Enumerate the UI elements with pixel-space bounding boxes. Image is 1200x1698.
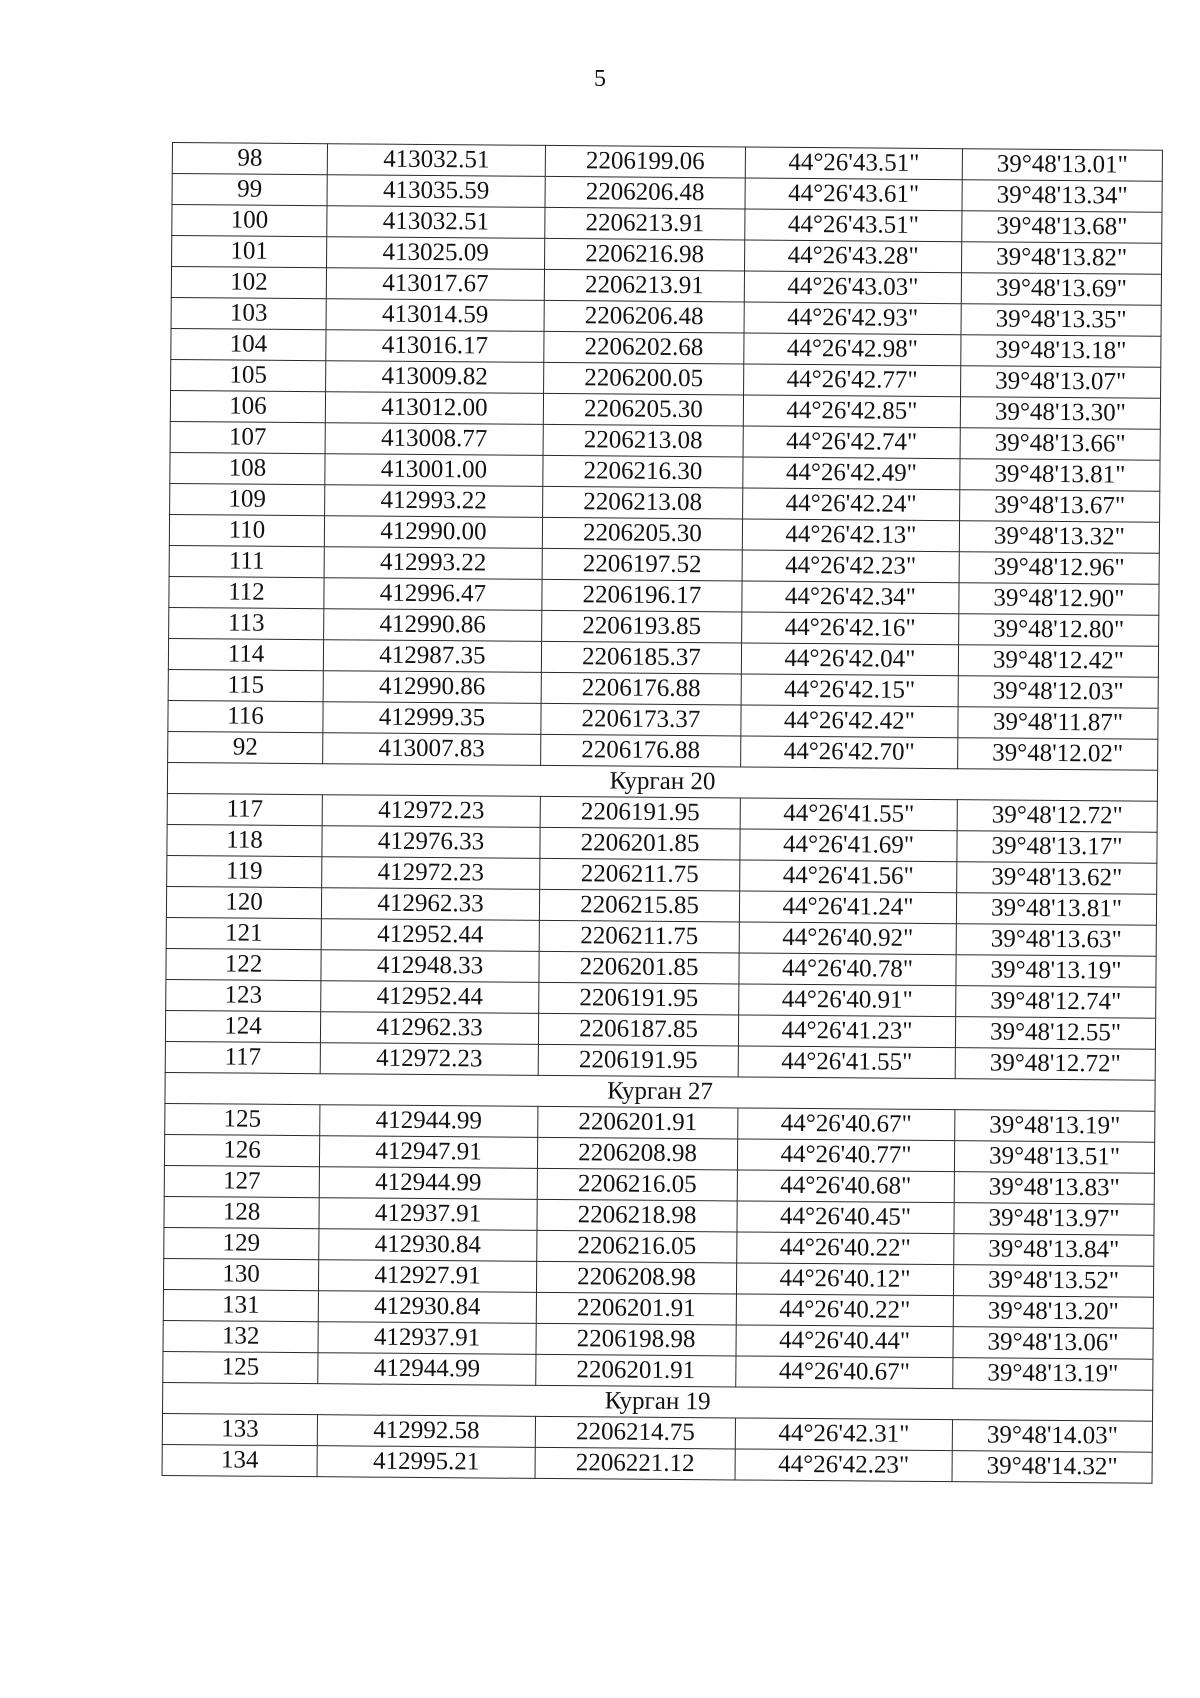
- x-coordinate-cell: 413014.59: [326, 299, 544, 332]
- point-number-cell: 101: [172, 236, 327, 268]
- longitude-cell: 39°48'13.81": [956, 893, 1156, 926]
- latitude-cell: 44°26'42.04": [741, 643, 958, 676]
- x-coordinate-cell: 412993.22: [324, 547, 542, 580]
- x-coordinate-cell: 412962.33: [321, 888, 539, 921]
- latitude-cell: 44°26'42.13": [742, 519, 959, 552]
- point-number-cell: 132: [163, 1320, 318, 1352]
- y-coordinate-cell: 2206211.75: [540, 858, 740, 891]
- x-coordinate-cell: 412927.91: [318, 1260, 536, 1293]
- latitude-cell: 44°26'41.55": [740, 798, 957, 831]
- point-number-cell: 133: [162, 1413, 317, 1445]
- longitude-cell: 39°48'13.81": [960, 459, 1160, 492]
- point-number-cell: 129: [164, 1227, 319, 1259]
- longitude-cell: 39°48'13.32": [959, 521, 1159, 554]
- x-coordinate-cell: 412944.99: [319, 1167, 537, 1200]
- y-coordinate-cell: 2206214.75: [535, 1416, 735, 1449]
- latitude-cell: 44°26'42.34": [742, 581, 959, 614]
- section-heading: Курган 27: [165, 1072, 1155, 1111]
- longitude-cell: 39°48'13.62": [957, 862, 1157, 895]
- point-number-cell: 130: [163, 1258, 318, 1290]
- latitude-cell: 44°26'42.98": [744, 333, 961, 366]
- x-coordinate-cell: 412948.33: [321, 950, 539, 983]
- latitude-cell: 44°26'41.24": [739, 891, 956, 924]
- latitude-cell: 44°26'40.22": [737, 1232, 954, 1265]
- longitude-cell: 39°48'13.06": [953, 1327, 1153, 1360]
- point-number-cell: 111: [169, 545, 324, 577]
- longitude-cell: 39°48'13.34": [962, 180, 1162, 213]
- point-number-cell: 124: [165, 1010, 320, 1042]
- x-coordinate-cell: 412993.22: [325, 485, 543, 518]
- y-coordinate-cell: 2206191.95: [540, 796, 740, 829]
- longitude-cell: 39°48'12.72": [957, 800, 1157, 833]
- y-coordinate-cell: 2206187.85: [538, 1013, 738, 1046]
- longitude-cell: 39°48'11.87": [958, 707, 1158, 740]
- latitude-cell: 44°26'41.69": [740, 829, 957, 862]
- x-coordinate-cell: 412987.35: [323, 640, 541, 673]
- point-number-cell: 104: [171, 328, 326, 360]
- y-coordinate-cell: 2206173.37: [541, 703, 741, 736]
- longitude-cell: 39°48'12.42": [958, 645, 1158, 678]
- point-number-cell: 108: [170, 452, 325, 484]
- y-coordinate-cell: 2206216.98: [545, 238, 745, 271]
- point-number-cell: 113: [169, 607, 324, 639]
- longitude-cell: 39°48'13.20": [953, 1296, 1153, 1329]
- y-coordinate-cell: 2206216.30: [543, 455, 743, 488]
- x-coordinate-cell: 412990.86: [324, 609, 542, 642]
- y-coordinate-cell: 2206216.05: [537, 1230, 737, 1263]
- longitude-cell: 39°48'13.52": [953, 1265, 1153, 1298]
- longitude-cell: 39°48'13.01": [962, 149, 1162, 182]
- point-number-cell: 123: [166, 979, 321, 1011]
- longitude-cell: 39°48'12.03": [958, 676, 1158, 709]
- latitude-cell: 44°26'42.31": [735, 1418, 952, 1451]
- y-coordinate-cell: 2206208.98: [536, 1261, 736, 1294]
- y-coordinate-cell: 2206208.98: [537, 1137, 737, 1170]
- y-coordinate-cell: 2206211.75: [539, 920, 739, 953]
- y-coordinate-cell: 2206216.05: [537, 1168, 737, 1201]
- latitude-cell: 44°26'41.56": [740, 860, 957, 893]
- longitude-cell: 39°48'13.67": [960, 490, 1160, 523]
- latitude-cell: 44°26'40.22": [736, 1294, 953, 1327]
- y-coordinate-cell: 2206185.37: [541, 641, 741, 674]
- point-number-cell: 131: [163, 1289, 318, 1321]
- latitude-cell: 44°26'43.28": [745, 240, 962, 273]
- y-coordinate-cell: 2206213.91: [544, 269, 744, 302]
- longitude-cell: 39°48'13.17": [957, 831, 1157, 864]
- y-coordinate-cell: 2206205.30: [542, 517, 742, 550]
- latitude-cell: 44°26'42.23": [742, 550, 959, 583]
- latitude-cell: 44°26'42.16": [742, 612, 959, 645]
- latitude-cell: 44°26'43.61": [745, 178, 962, 211]
- point-number-cell: 102: [171, 267, 326, 299]
- x-coordinate-cell: 412944.99: [320, 1105, 538, 1138]
- latitude-cell: 44°26'40.77": [737, 1139, 954, 1172]
- latitude-cell: 44°26'42.74": [743, 426, 960, 459]
- x-coordinate-cell: 412972.23: [320, 1043, 538, 1076]
- y-coordinate-cell: 2206213.08: [543, 486, 743, 519]
- longitude-cell: 39°48'13.19": [955, 1110, 1155, 1143]
- x-coordinate-cell: 413001.00: [325, 454, 543, 487]
- page-number: 5: [594, 66, 606, 92]
- longitude-cell: 39°48'12.55": [955, 1017, 1155, 1050]
- longitude-cell: 39°48'12.72": [955, 1048, 1155, 1081]
- point-number-cell: 106: [170, 390, 325, 422]
- latitude-cell: 44°26'40.67": [736, 1356, 953, 1389]
- longitude-cell: 39°48'12.96": [959, 552, 1159, 585]
- section-heading: Курган 20: [167, 762, 1157, 801]
- point-number-cell: 114: [168, 638, 323, 670]
- y-coordinate-cell: 2206206.48: [544, 300, 744, 333]
- latitude-cell: 44°26'42.24": [743, 488, 960, 521]
- point-number-cell: 127: [164, 1165, 319, 1197]
- coordinates-table-body: [162, 143, 1162, 1484]
- longitude-cell: 39°48'13.19": [953, 1358, 1153, 1391]
- y-coordinate-cell: 2206176.88: [541, 672, 741, 705]
- latitude-cell: 44°26'40.78": [739, 953, 956, 986]
- x-coordinate-cell: 412992.58: [317, 1415, 535, 1448]
- x-coordinate-cell: 412937.91: [318, 1322, 536, 1355]
- y-coordinate-cell: 2206213.91: [545, 207, 745, 240]
- x-coordinate-cell: 412972.23: [322, 795, 540, 828]
- longitude-cell: 39°48'13.51": [954, 1141, 1154, 1174]
- latitude-cell: 44°26'40.91": [739, 984, 956, 1017]
- latitude-cell: 44°26'40.44": [736, 1325, 953, 1358]
- longitude-cell: 39°48'13.63": [956, 924, 1156, 957]
- latitude-cell: 44°26'43.51": [745, 209, 962, 242]
- x-coordinate-cell: 413032.51: [327, 206, 545, 239]
- point-number-cell: 119: [167, 855, 322, 887]
- point-number-cell: 107: [170, 421, 325, 453]
- point-number-cell: 105: [171, 359, 326, 391]
- point-number-cell: 121: [166, 917, 321, 949]
- point-number-cell: 118: [167, 824, 322, 856]
- y-coordinate-cell: 2206213.08: [543, 424, 743, 457]
- longitude-cell: 39°48'12.90": [959, 583, 1159, 616]
- longitude-cell: 39°48'13.66": [960, 428, 1160, 461]
- point-number-cell: 125: [165, 1103, 320, 1135]
- latitude-cell: 44°26'40.12": [736, 1263, 953, 1296]
- y-coordinate-cell: 2206191.95: [539, 982, 739, 1015]
- latitude-cell: 44°26'43.03": [744, 271, 961, 304]
- y-coordinate-cell: 2206193.85: [542, 610, 742, 643]
- longitude-cell: 39°48'13.84": [954, 1234, 1154, 1267]
- x-coordinate-cell: 412976.33: [322, 826, 540, 859]
- y-coordinate-cell: 2206201.91: [538, 1106, 738, 1139]
- point-number-cell: 109: [170, 483, 325, 515]
- y-coordinate-cell: 2206221.12: [535, 1447, 735, 1480]
- latitude-cell: 44°26'42.85": [743, 395, 960, 428]
- point-number-cell: 128: [164, 1196, 319, 1228]
- y-coordinate-cell: 2206196.17: [542, 579, 742, 612]
- x-coordinate-cell: 413032.51: [327, 144, 545, 177]
- longitude-cell: 39°48'13.19": [956, 955, 1156, 988]
- x-coordinate-cell: 412972.23: [322, 857, 540, 890]
- point-number-cell: 125: [163, 1351, 318, 1383]
- longitude-cell: 39°48'13.83": [954, 1172, 1154, 1205]
- y-coordinate-cell: 2206176.88: [541, 734, 741, 767]
- latitude-cell: 44°26'43.51": [745, 147, 962, 180]
- point-number-cell: 110: [169, 514, 324, 546]
- x-coordinate-cell: 413012.00: [325, 392, 543, 425]
- x-coordinate-cell: 412990.00: [324, 516, 542, 549]
- section-heading: Курган 19: [163, 1382, 1153, 1421]
- longitude-cell: 39°48'12.02": [958, 738, 1158, 771]
- x-coordinate-cell: 412947.91: [319, 1136, 537, 1169]
- y-coordinate-cell: 2206201.85: [540, 827, 740, 860]
- latitude-cell: 44°26'40.67": [738, 1108, 955, 1141]
- latitude-cell: 44°26'42.93": [744, 302, 961, 335]
- longitude-cell: 39°48'13.69": [961, 273, 1161, 306]
- point-number-cell: 117: [167, 793, 322, 825]
- longitude-cell: 39°48'12.80": [959, 614, 1159, 647]
- longitude-cell: 39°48'14.03": [952, 1420, 1152, 1453]
- x-coordinate-cell: 412996.47: [324, 578, 542, 611]
- latitude-cell: 44°26'42.42": [741, 705, 958, 738]
- y-coordinate-cell: 2206200.05: [544, 362, 744, 395]
- y-coordinate-cell: 2206205.30: [543, 393, 743, 426]
- y-coordinate-cell: 2206201.85: [539, 951, 739, 984]
- point-number-cell: 99: [172, 174, 327, 206]
- longitude-cell: 39°48'13.82": [961, 242, 1161, 275]
- coordinates-table: [162, 142, 1163, 1484]
- y-coordinate-cell: 2206197.52: [542, 548, 742, 581]
- y-coordinate-cell: 2206201.91: [536, 1292, 736, 1325]
- y-coordinate-cell: 2206202.68: [544, 331, 744, 364]
- latitude-cell: 44°26'42.70": [741, 736, 958, 769]
- y-coordinate-cell: 2206201.91: [536, 1354, 736, 1387]
- latitude-cell: 44°26'42.49": [743, 457, 960, 490]
- point-number-cell: 92: [168, 731, 323, 763]
- x-coordinate-cell: 413025.09: [327, 237, 545, 270]
- y-coordinate-cell: 2206199.06: [545, 145, 745, 178]
- longitude-cell: 39°48'13.07": [961, 366, 1161, 399]
- x-coordinate-cell: 412952.44: [321, 981, 539, 1014]
- longitude-cell: 39°48'14.32": [952, 1451, 1152, 1484]
- x-coordinate-cell: 412990.86: [323, 671, 541, 704]
- point-number-cell: 115: [168, 669, 323, 701]
- longitude-cell: 39°48'13.18": [961, 335, 1161, 368]
- point-number-cell: 98: [172, 143, 327, 175]
- longitude-cell: 39°48'12.74": [956, 986, 1156, 1019]
- x-coordinate-cell: 413008.77: [325, 423, 543, 456]
- x-coordinate-cell: 412937.91: [319, 1198, 537, 1231]
- x-coordinate-cell: 412962.33: [320, 1012, 538, 1045]
- x-coordinate-cell: 413007.83: [323, 733, 541, 766]
- point-number-cell: 116: [168, 700, 323, 732]
- point-number-cell: 126: [164, 1134, 319, 1166]
- y-coordinate-cell: 2206206.48: [545, 176, 745, 209]
- x-coordinate-cell: 413009.82: [326, 361, 544, 394]
- x-coordinate-cell: 412930.84: [318, 1291, 536, 1324]
- x-coordinate-cell: 413035.59: [327, 175, 545, 208]
- x-coordinate-cell: 412952.44: [321, 919, 539, 952]
- latitude-cell: 44°26'42.23": [735, 1449, 952, 1482]
- point-number-cell: 103: [171, 297, 326, 329]
- longitude-cell: 39°48'13.35": [961, 304, 1161, 337]
- latitude-cell: 44°26'42.15": [741, 674, 958, 707]
- point-number-cell: 100: [172, 205, 327, 237]
- x-coordinate-cell: 412930.84: [319, 1229, 537, 1262]
- x-coordinate-cell: 413016.17: [326, 330, 544, 363]
- latitude-cell: 44°26'40.68": [737, 1170, 954, 1203]
- longitude-cell: 39°48'13.97": [954, 1203, 1154, 1236]
- point-number-cell: 120: [166, 886, 321, 918]
- longitude-cell: 39°48'13.30": [960, 397, 1160, 430]
- x-coordinate-cell: 413017.67: [326, 268, 544, 301]
- longitude-cell: 39°48'13.68": [962, 211, 1162, 244]
- y-coordinate-cell: 2206191.95: [538, 1044, 738, 1077]
- point-number-cell: 122: [166, 948, 321, 980]
- latitude-cell: 44°26'40.45": [737, 1201, 954, 1234]
- point-number-cell: 117: [165, 1041, 320, 1073]
- latitude-cell: 44°26'41.23": [738, 1015, 955, 1048]
- latitude-cell: 44°26'42.77": [744, 364, 961, 397]
- y-coordinate-cell: 2206218.98: [537, 1199, 737, 1232]
- latitude-cell: 44°26'40.92": [739, 922, 956, 955]
- x-coordinate-cell: 412999.35: [323, 702, 541, 735]
- point-number-cell: 134: [162, 1444, 317, 1476]
- latitude-cell: 44°26'41.55": [738, 1046, 955, 1079]
- y-coordinate-cell: 2206198.98: [536, 1323, 736, 1356]
- x-coordinate-cell: 412944.99: [318, 1353, 536, 1386]
- y-coordinate-cell: 2206215.85: [539, 889, 739, 922]
- point-number-cell: 112: [169, 576, 324, 608]
- x-coordinate-cell: 412995.21: [317, 1446, 535, 1479]
